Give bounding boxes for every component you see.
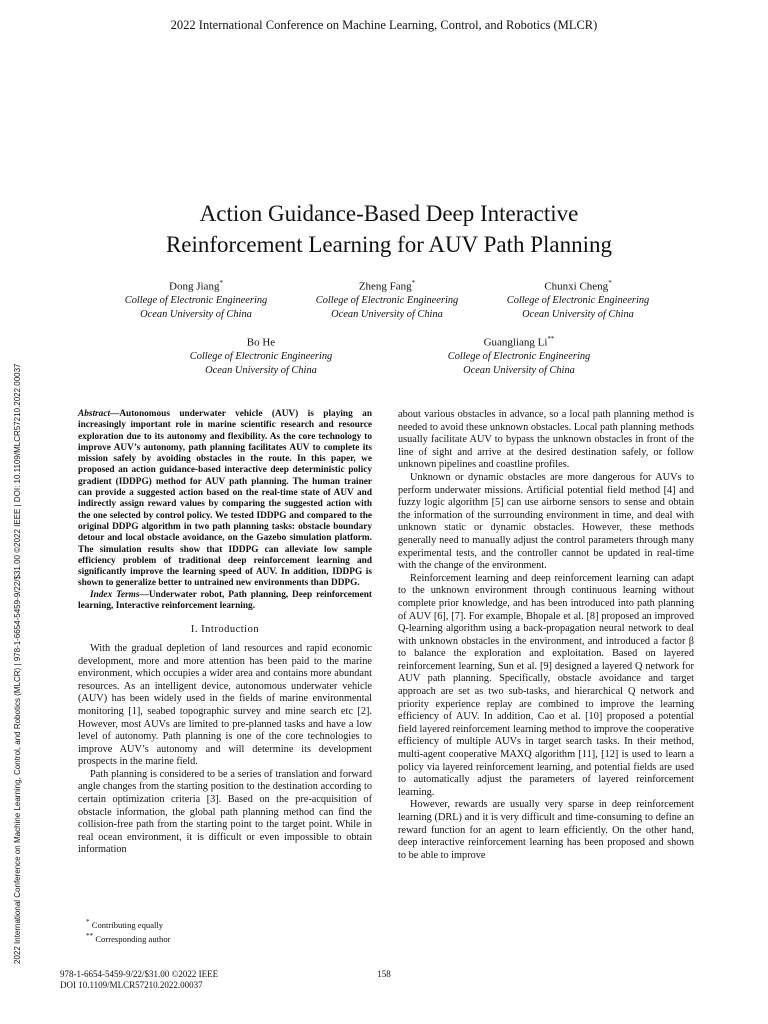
author-department: College of Electronic Engineering: [124, 294, 268, 306]
author-block: [96, 276, 296, 322]
author-block: [419, 332, 619, 378]
author-department: College of Electronic Engineering: [189, 350, 333, 362]
footnote-mark: **: [86, 931, 94, 940]
author-name: Dong Jiang: [169, 280, 220, 293]
index-terms-label: Index Terms: [90, 589, 140, 600]
paragraph: about various obstacles in advance, so a local path planning method is needed to avoid these unknown obstacles. Local path planning methods usually facilitate AUV to bypass the unknown obstacles in front of the line of sight and arrive at the desired destination safely, or follow unknown pipelines and coastline profiles.: [398, 409, 694, 471]
footer-doi: DOI 10.1109/MLCR57210.2022.00037: [60, 980, 203, 990]
conference-header: 2022 International Conference on Machine Learning, Control, and Robotics (MLCR): [170, 18, 598, 32]
paragraph: However, rewards are usually very sparse in deep reinforcement learning (DRL) and it is very difficult and time-consuming to define an reward function for an agent to learn efficiently. On the other hand, deep interactive reinforcement learning has been proposed and shown to be able to improve: [398, 799, 694, 861]
author-name: Guangliang Li: [483, 336, 548, 349]
page-number: 158: [377, 969, 391, 979]
section-heading: I. Introduction: [190, 624, 260, 636]
index-terms: [78, 590, 372, 613]
footnote-text: Contributing equally: [91, 919, 164, 930]
paragraph: Reinforcement learning and deep reinforcement learning can adapt to the unknown environment through continuous learning without complete prior knowledge, and has been introduced into path planning of AUV [6], [7]. For example, Bhopale et al. [8] proposed an improved Q-learning algorithm using a back-propagation neural network to deal with unknown obstacles in the environment, and introduced a factor β to balance the exploration and exploitation. Based on layered reinforcement learning, Sun et al. [9] designed a layered Q network for AUV path planning. Specifically, obstacle avoidance and target approach are set as two sub-tasks, and hierarchical Q network and priority experience replay are combined to improve the learning efficiency of AUV. In addition, Cao et al. [10] proposed a potential field layered reinforcement learning method to improve the cooperative efficiency of multiple AUVs in target search tasks. In their method, multi-agent cooperative MAXQ algorithm [11], [12] is used to learn a policy via layered reinforcement learning, and potential fields are used to automatically adjust the parameters of layered reinforcement learning.: [398, 572, 694, 798]
abstract-label: Abstract: [78, 409, 111, 419]
paper-title: [60, 198, 718, 260]
author-department: College of Electronic Engineering: [315, 294, 459, 306]
abstract: [78, 409, 372, 590]
paragraph: With the gradual depletion of land resources and rapid economic development, more and more attention has been paid to the marine environment, which occupies a wider area and contains more abundant resources. As an intelligent device, autonomous underwater vehicle (AUV) has been widely used in the fields of marine environmental monitoring [1], seabed topographic survey and mine search etc [2]. However, most AUVs are limited to pre-planned tasks and have a low level of autonomy. Path planning is one of the core technologies to improve AUV’s autonomy and will determine its development prospects in the marine field.: [78, 642, 372, 768]
author-name: Chunxi Cheng: [544, 280, 609, 293]
paragraph: Unknown or dynamic obstacles are more dangerous for AUVs to perform underwater missions. Artificial potential field method [4] and fuzzy logic algorithm [5] can use airborne sensors to sense and obtain the information of the surrounding environment in time, and deal with unknown static or dynamic obstacles. However, these methods generally need to manually adjust the control parameters through many experimental tests, and the controller cannot be updated in real-time with the change of the environment.: [398, 471, 694, 572]
side-identifier: [0, 0, 22, 1024]
author-name: Bo He: [246, 336, 276, 349]
footer-copyright: [60, 969, 360, 991]
author-name: Zheng Fang: [358, 280, 412, 293]
author-university: Ocean University of China: [140, 308, 252, 320]
author-mark: *: [219, 279, 223, 287]
author-department: College of Electronic Engineering: [447, 350, 591, 362]
abstract-text: —Autonomous underwater vehicle (AUV) is playing an increasingly important role in marine scientific research and resource exploration due to its autonomy and flexibility. As the core technology to improve AUV’s autonomy, path planning facilitates AUV to complete its mission safely by avoiding obstacles in the route. In this paper, we proposed an action guidance-based interactive deep deterministic policy gradient (IDDPG) method for AUV path planning. The human trainer can provide a suggested action based on the real-time state of AUV and indirectly assign reward values by comparing the suggested action with the one selected by control policy. We tested IDDPG and compared to the original DDPG algorithm in two path planning tasks: obstacle boundary detour and local obstacle avoidance, on the Gazebo simulation platform. The simulation results show that IDDPG can alleviate low sample efficiency problem of traditional deep reinforcement learning and significantly improve the learning speed of AUV. In addition, IDDPG is shown to generalize better to untrained new environments than DDPG.: [78, 409, 372, 589]
author-university: Ocean University of China: [205, 364, 317, 376]
right-column: [398, 409, 694, 862]
author-block: [478, 276, 678, 322]
footnote-text: Corresponding author: [95, 933, 171, 944]
footnotes: [86, 917, 366, 945]
paragraph: Path planning is considered to be a series of translation and forward angle changes from the starting position to the destination according to certain optimization criteria [3]. Based on the pre-acquisition of obstacle information, the global path planning method can find the collision-free path from the starting point to the target point. While in real ocean environment, it is difficult or even impossible to obtain information: [78, 768, 372, 856]
index-terms-text: —Underwater robot, Path planning, Deep reinforcement learning, Interactive reinforcement learning.: [78, 589, 372, 612]
side-identifier-text: 2022 International Conference on Machine Learning, Control, and Robotics (MLCR) | 978-1-6654-5459-9/22/$31.00 ©2022 IEEE | DOI: 10.1109/MLCR57210.2022.00037: [13, 363, 22, 964]
author-block: [161, 332, 361, 378]
author-mark: *: [411, 279, 416, 287]
title-line-1: Action Guidance-Based Deep Interactive: [199, 201, 579, 226]
author-block: [287, 276, 487, 322]
footnote-mark: *: [86, 918, 90, 926]
author-university: Ocean University of China: [331, 308, 443, 320]
author-mark: **: [547, 335, 555, 343]
title-line-2: Reinforcement Learning for AUV Path Planning: [165, 232, 613, 257]
author-mark: *: [608, 279, 612, 287]
footer-isbn: 978-1-6654-5459-9/22/$31.00 ©2022 IEEE: [60, 969, 219, 979]
left-column: [78, 409, 372, 857]
author-university: Ocean University of China: [463, 364, 575, 376]
author-university: Ocean University of China: [522, 308, 634, 320]
author-department: College of Electronic Engineering: [506, 294, 650, 306]
